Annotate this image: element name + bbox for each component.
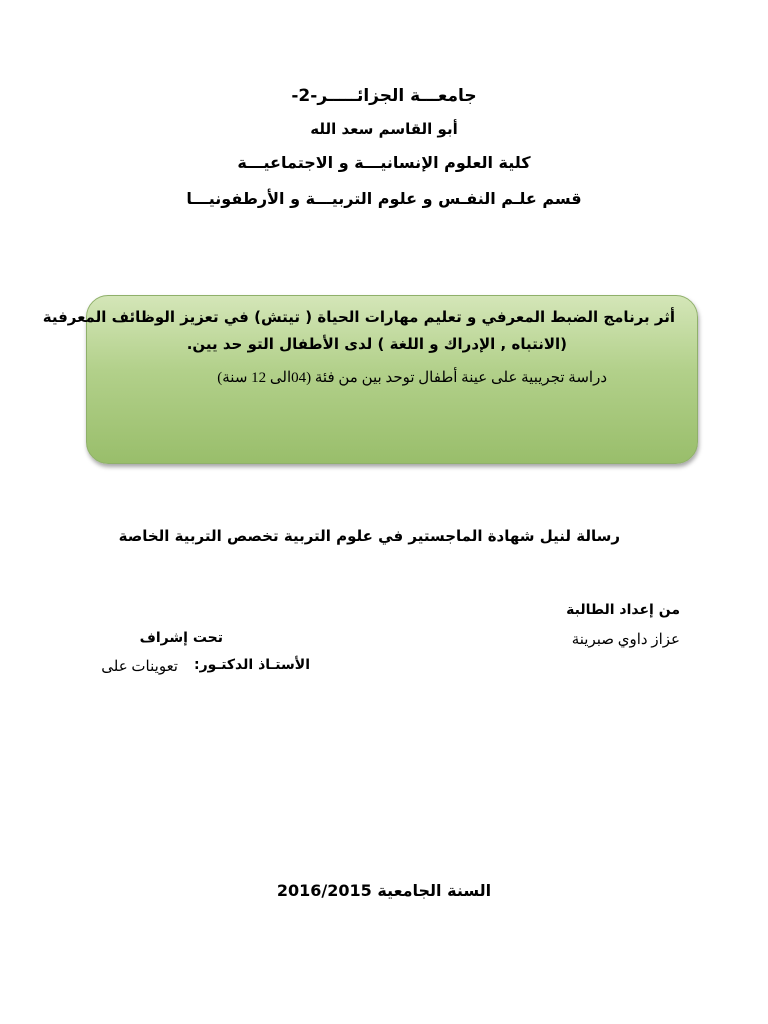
thesis-title-box [42, 295, 698, 464]
prepared-by-label: من إعداد الطالبة [566, 602, 680, 618]
university-name: جامعـــة الجزائـــــر-2- [291, 86, 477, 106]
thesis-title-line-2: (الانتباه , الإدراك و اللغة ) لدى الأطفال التو حد يين. [186, 335, 567, 353]
thesis-title-line-1: أثر برنامج الضبط المعرفي و تعليم مهارات الحياة ( تيتش) في تعزيز الوظائف المعرفية [42, 308, 675, 326]
faculty-name: كلية العلوم الإنسانيـــة و الاجتماعيـــة [237, 153, 531, 172]
department-name: قسم علـم النفـس و علوم التربيـــة و الأرطفونيـــا [186, 189, 582, 208]
thesis-subtitle: دراسة تجريبية على عينة أطفال توحد بين من فئة (04الى 12 سنة) [217, 370, 607, 386]
student-name: عزاز داوي صبرينة [571, 632, 680, 648]
campus-name: أبو القاسم سعد الله [310, 120, 458, 138]
supervision-label: تحت إشراف [139, 630, 223, 646]
academic-year: السنة الجامعية 2016/2015 [276, 881, 492, 900]
supervisor-title: الأستـاذ الدكتـور: [193, 657, 310, 673]
supervisor-name: تعوينات على [101, 659, 178, 675]
degree-statement: رسالة لنيل شهادة الماجستير في علوم التربية تخصص التربية الخاصة [118, 527, 620, 545]
